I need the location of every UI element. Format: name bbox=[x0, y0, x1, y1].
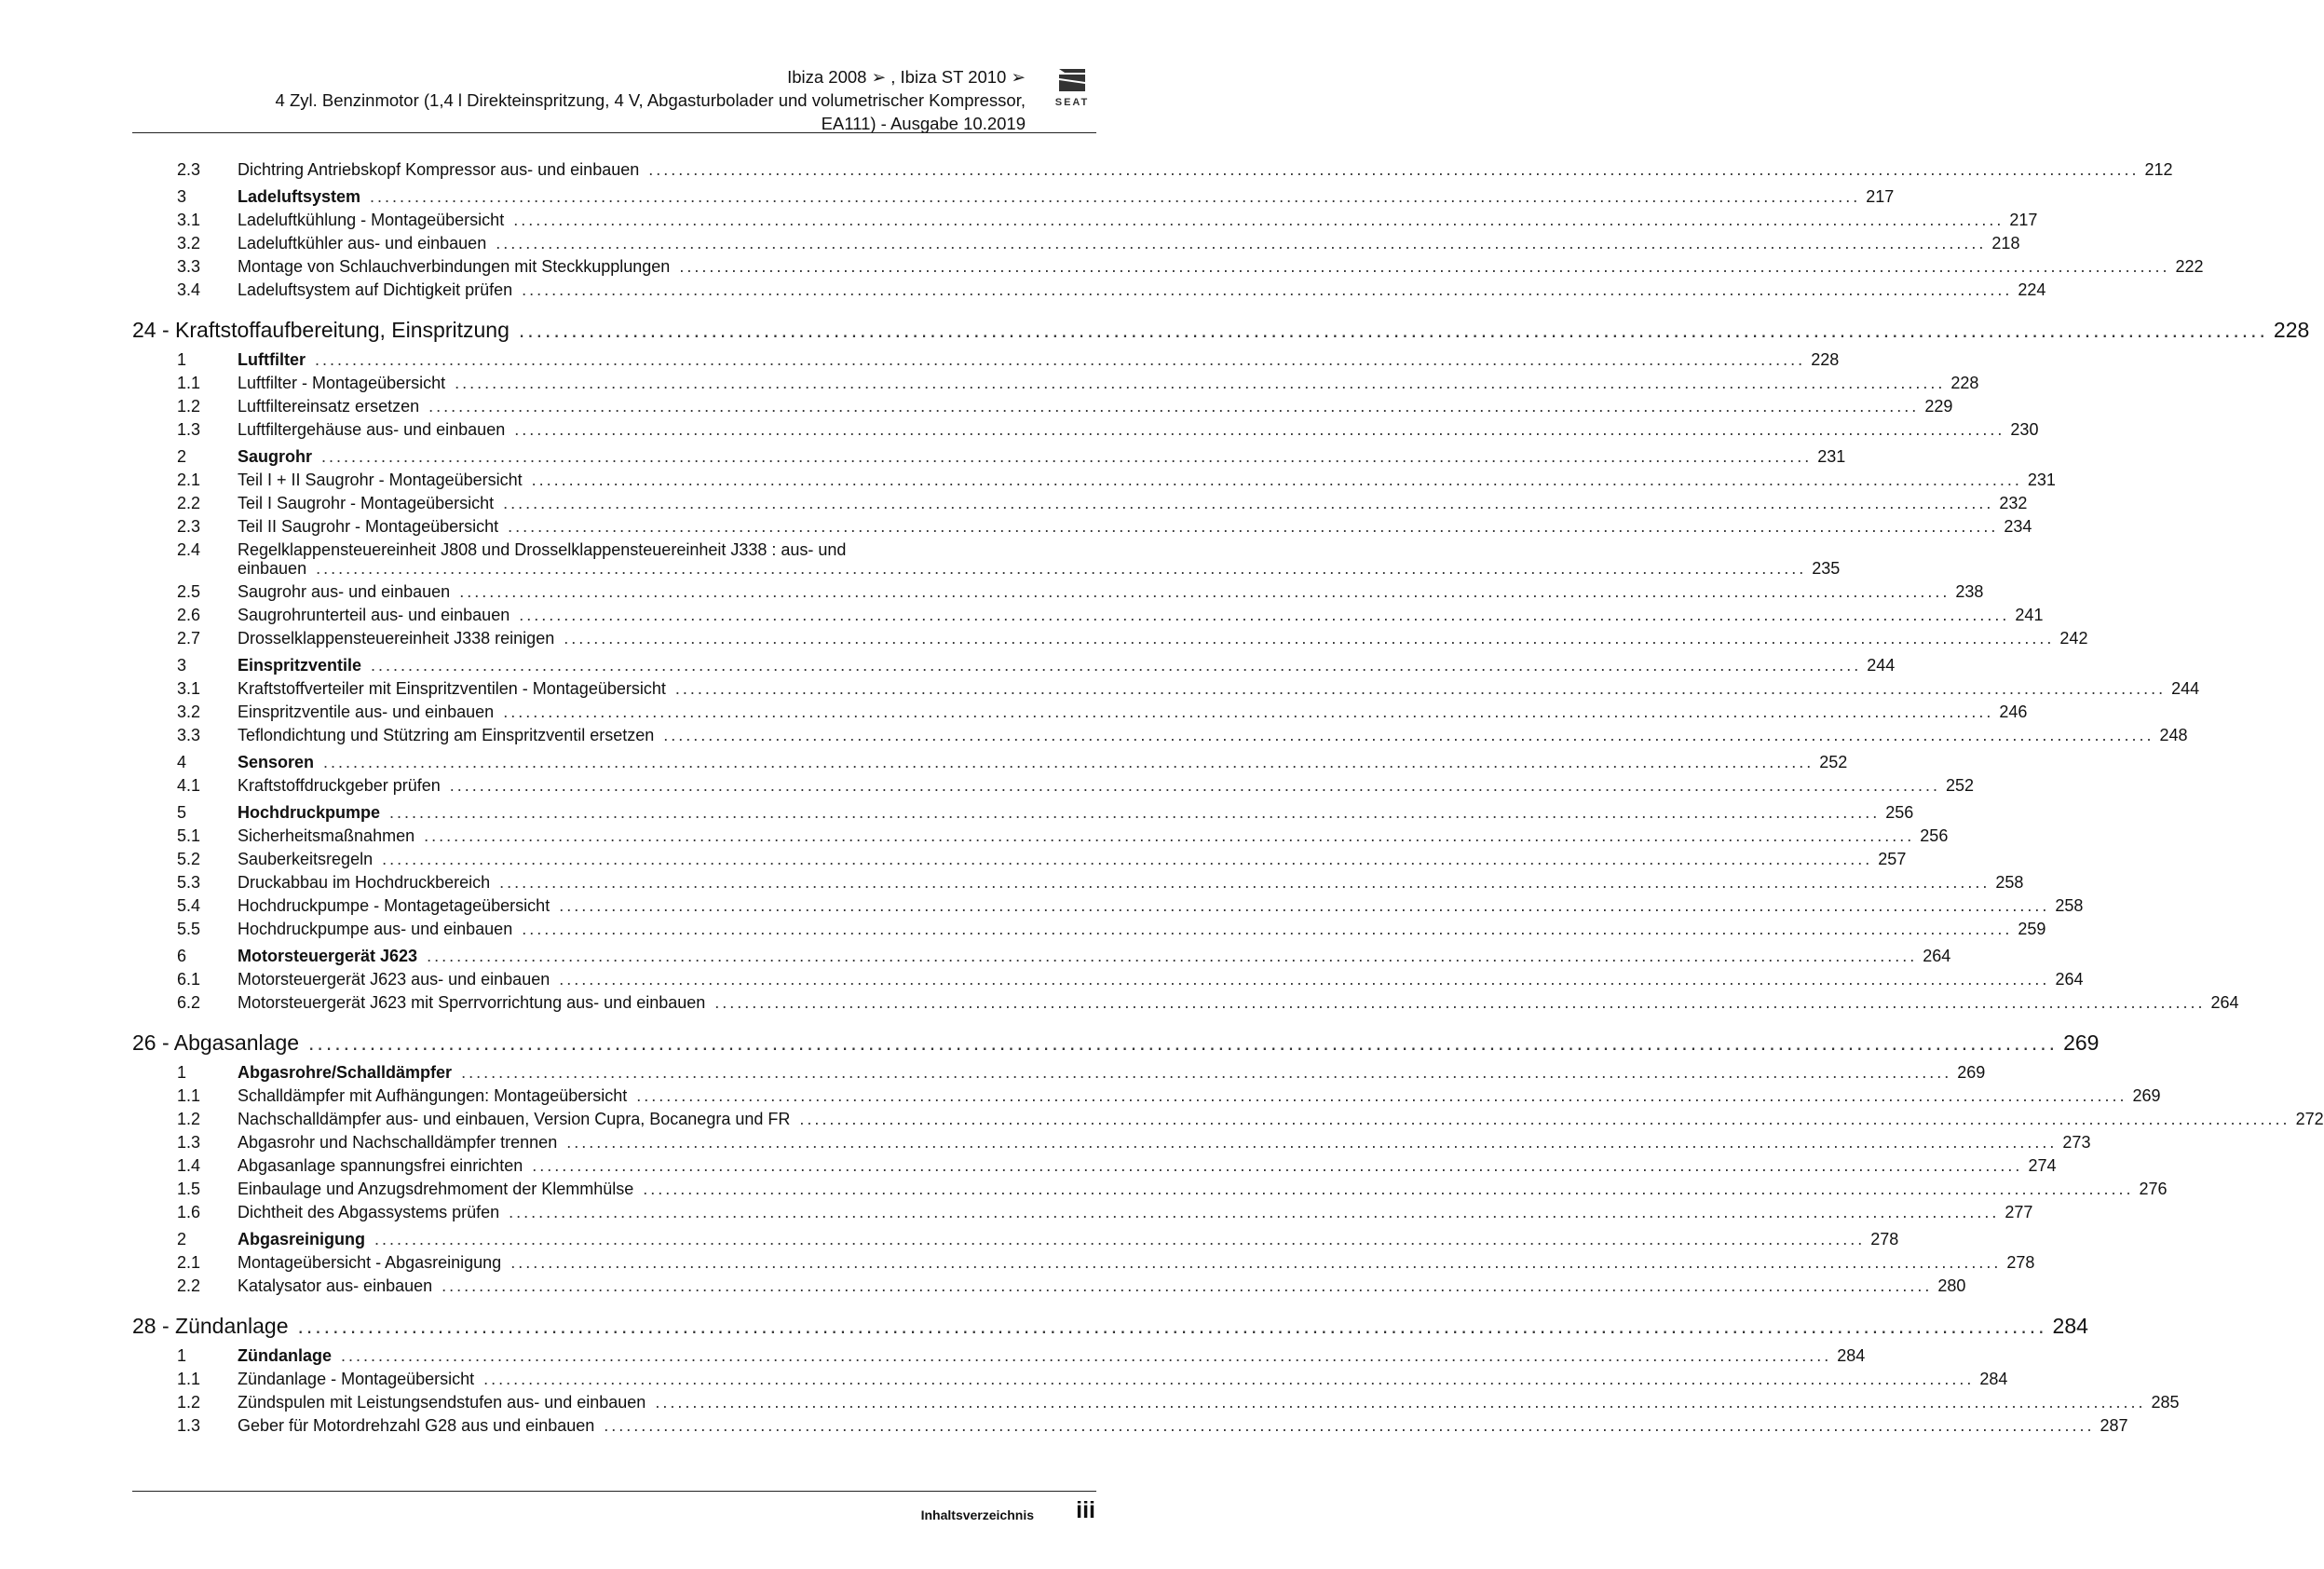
header-engine-line: 4 Zyl. Benzinmotor (1,4 l Direkteinspritzung, 4 V, Abgasturbolader und volumetrischer Kompressor, bbox=[275, 90, 1026, 110]
toc-page-number: 252 bbox=[1946, 776, 1975, 795]
toc-page-number: 273 bbox=[2062, 1133, 2091, 1152]
toc-page-number: 264 bbox=[1923, 947, 1951, 965]
toc-leader-dots: ........................................................................................................................................................................................................ bbox=[564, 629, 2055, 648]
toc-title: Hochdruckpumpe bbox=[238, 803, 381, 822]
toc-title: Hochdruckpumpe - Montagetageübersicht bbox=[238, 896, 550, 915]
toc-entry[interactable] bbox=[132, 604, 2044, 627]
toc-number: 3.4 bbox=[177, 280, 201, 299]
toc-title: Sensoren bbox=[238, 753, 315, 771]
toc-number: 2.7 bbox=[177, 629, 201, 648]
toc-leader-dots: ........................................................................................................................................................................................................ bbox=[455, 374, 1946, 392]
toc-page-number: 242 bbox=[2059, 629, 2088, 648]
toc-page-number: 222 bbox=[2175, 257, 2204, 276]
toc-title: 24 - Kraftstoffaufbereitung, Einspritzung bbox=[132, 318, 510, 342]
toc-page-number: 230 bbox=[2010, 420, 2039, 439]
toc-title: Teil II Saugrohr - Montageübersicht bbox=[238, 517, 499, 536]
toc-entry[interactable] bbox=[132, 1251, 2035, 1275]
toc-entry[interactable] bbox=[132, 372, 1979, 395]
toc-leader-dots: ........................................................................................................................................................................................................ bbox=[503, 494, 1994, 512]
toc-title: Sauberkeitsregeln bbox=[238, 850, 374, 868]
toc-number: 3.2 bbox=[177, 234, 201, 252]
toc-title: Nachschalldämpfer aus- und einbauen, Version Cupra, Bocanegra und FR bbox=[238, 1110, 791, 1128]
toc-leader-dots: ........................................................................................................................................................................................................ bbox=[424, 826, 1915, 845]
toc-section[interactable] bbox=[132, 1061, 1986, 1085]
toc-entry[interactable] bbox=[132, 848, 1907, 871]
header-edition-line: EA111) - Ausgabe 10.2019 bbox=[821, 114, 1026, 133]
toc-chapter[interactable] bbox=[132, 1311, 2088, 1341]
toc-page-number: 232 bbox=[1999, 494, 2028, 512]
toc-leader-dots: ........................................................................................................................................................................................................ bbox=[522, 920, 2013, 938]
toc-entry[interactable] bbox=[132, 279, 2046, 302]
toc-number: 1.2 bbox=[177, 397, 201, 416]
toc-title: Saugrohr bbox=[238, 447, 313, 466]
toc-number: 2.2 bbox=[177, 1276, 201, 1295]
toc-number: 1 bbox=[177, 1346, 187, 1365]
toc-page-number: 285 bbox=[2151, 1393, 2180, 1412]
toc-number: 3 bbox=[177, 187, 187, 206]
toc-title: Motorsteuergerät J623 aus- und einbauen bbox=[238, 970, 550, 989]
toc-entry[interactable] bbox=[132, 1154, 2057, 1178]
toc-leader-dots: ........................................................................................................................................................................................................ bbox=[321, 447, 1813, 466]
toc-number: 3.1 bbox=[177, 211, 201, 229]
toc-title: Ladeluftsystem auf Dichtigkeit prüfen bbox=[238, 280, 513, 299]
toc-title: Abgasreinigung bbox=[238, 1230, 366, 1248]
toc-title: Teflondichtung und Stützring am Einspritzventil ersetzen bbox=[238, 726, 655, 744]
toc-page-number: 231 bbox=[1817, 447, 1846, 466]
toc-leader-dots: ........................................................................................................................................................................................................ bbox=[714, 993, 2206, 1012]
toc-number: 2.5 bbox=[177, 582, 201, 601]
toc-leader-dots: ........................................................................................................................................................................................................ bbox=[509, 1203, 2000, 1221]
toc-leader-dots: ........................................................................................................................................................................................................ bbox=[655, 1393, 2146, 1412]
toc-title: Motorsteuergerät J623 bbox=[238, 947, 418, 965]
toc-title: Ladeluftkühler aus- und einbauen bbox=[238, 234, 487, 252]
toc-number: 5.1 bbox=[177, 826, 201, 845]
toc-page-number: 278 bbox=[1870, 1230, 1899, 1248]
toc-number: 1.6 bbox=[177, 1203, 201, 1221]
toc-number: 1.1 bbox=[177, 1086, 201, 1105]
toc-leader-dots: ........................................................................................................................................................................................................ bbox=[648, 160, 2140, 179]
footer-section-label: Inhaltsverzeichnis bbox=[920, 1508, 1034, 1522]
toc-number: 1.2 bbox=[177, 1393, 201, 1412]
toc-leader-dots: ........................................................................................................................................................................................................ bbox=[496, 234, 1987, 252]
toc-page-number: 256 bbox=[1920, 826, 1949, 845]
toc-entry[interactable] bbox=[132, 894, 2084, 918]
toc-leader-dots: ........................................................................................................................................................................................................ bbox=[663, 726, 2154, 744]
toc-page-number: 259 bbox=[2018, 920, 2046, 938]
toc-leader-dots: ........................................................................................................................................................................................................ bbox=[449, 776, 1940, 795]
toc-leader-dots: ........................................................................................................................................................................................................ bbox=[559, 970, 2050, 989]
toc-leader-dots: ........................................................................................................................................................................................................ bbox=[674, 679, 2167, 698]
toc-entry[interactable] bbox=[132, 1391, 2180, 1414]
toc-page-number: 256 bbox=[1885, 803, 1914, 822]
toc-page-number: 228 bbox=[1811, 350, 1840, 369]
toc-leader-dots: ........................................................................................................................................................................................................ bbox=[532, 1156, 2023, 1175]
toc-leader-dots: ........................................................................................................................................................................................................ bbox=[297, 1314, 2047, 1338]
toc-title: Saugrohr aus- und einbauen bbox=[238, 582, 451, 601]
toc-number: 3.2 bbox=[177, 703, 201, 721]
toc-title: Katalysator aus- einbauen bbox=[238, 1276, 433, 1295]
toc-chapter[interactable] bbox=[132, 315, 2310, 345]
toc-leader-dots: ........................................................................................................................................................................................................ bbox=[643, 1180, 2134, 1198]
toc-number: 2 bbox=[177, 447, 187, 466]
toc-entry[interactable] bbox=[132, 991, 2239, 1015]
toc-number: 1 bbox=[177, 350, 187, 369]
toc-leader-dots: ........................................................................................................................................................................................................ bbox=[799, 1110, 2290, 1128]
toc-number: 6 bbox=[177, 947, 187, 965]
toc-title: Montage von Schlauchverbindungen mit Steckkupplungen bbox=[238, 257, 671, 276]
toc-entry[interactable] bbox=[132, 1085, 2161, 1108]
toc-number: 3.3 bbox=[177, 257, 201, 276]
toc-entry[interactable] bbox=[132, 209, 2038, 232]
toc-page-number: 278 bbox=[2006, 1253, 2035, 1272]
toc-leader-dots: ........................................................................................................................................................................................................ bbox=[370, 187, 1861, 206]
toc-page-number: 269 bbox=[2063, 1030, 2100, 1055]
toc-page-number: 280 bbox=[1937, 1276, 1966, 1295]
toc-title: Dichtheit des Abgassystems prüfen bbox=[238, 1203, 500, 1221]
toc-leader-dots: ........................................................................................................................................................................................................ bbox=[508, 517, 1999, 536]
page-header bbox=[132, 65, 1096, 132]
toc-leader-dots: ........................................................................................................................................................................................................ bbox=[461, 1063, 1952, 1082]
toc-entry[interactable] bbox=[132, 701, 2028, 724]
toc-leader-dots: ........................................................................................................................................................................................................ bbox=[499, 873, 1991, 892]
toc-entry[interactable] bbox=[132, 395, 1953, 418]
toc-entry[interactable] bbox=[132, 1108, 2324, 1131]
toc-title: Saugrohrunterteil aus- und einbauen bbox=[238, 606, 510, 624]
toc-leader-dots: ........................................................................................................................................................................................................ bbox=[427, 947, 1918, 965]
toc-entry[interactable] bbox=[132, 158, 2173, 182]
toc-page-number: 276 bbox=[2139, 1180, 2168, 1198]
toc-title: Ladeluftkühlung - Montageübersicht bbox=[238, 211, 505, 229]
toc-leader-dots: ........................................................................................................................................................................................................ bbox=[371, 656, 1862, 675]
toc-page-number: 269 bbox=[2132, 1086, 2161, 1105]
toc-page-number: 277 bbox=[2005, 1203, 2033, 1221]
toc-title: Montageübersicht - Abgasreinigung bbox=[238, 1253, 502, 1272]
toc-page-number: 284 bbox=[1837, 1346, 1866, 1365]
toc-title: Teil I Saugrohr - Montageübersicht bbox=[238, 494, 495, 512]
toc-title: Drosselklappensteuereinheit J338 reinigen bbox=[238, 629, 555, 648]
toc-leader-dots: ........................................................................................................................................................................................................ bbox=[382, 850, 1873, 868]
toc-title: Kraftstoffverteiler mit Einspritzventilen - Montageübersicht bbox=[238, 679, 666, 698]
toc-entry[interactable] bbox=[132, 1414, 2128, 1438]
footer-page-number: iii bbox=[1076, 1497, 1095, 1523]
toc-number: 5 bbox=[177, 803, 187, 822]
toc-page-number: 217 bbox=[1866, 187, 1895, 206]
toc-entry[interactable] bbox=[132, 774, 1975, 798]
toc-page-number: 252 bbox=[1819, 753, 1848, 771]
toc-title: Einbaulage und Anzugsdrehmoment der Klemmhülse bbox=[238, 1180, 634, 1198]
toc-leader-dots: ........................................................................................................................................................................................................ bbox=[604, 1416, 2095, 1435]
toc-title: Druckabbau im Hochdruckbereich bbox=[238, 873, 491, 892]
toc-number: 2.3 bbox=[177, 160, 201, 179]
toc-entry[interactable] bbox=[132, 968, 2084, 991]
toc-leader-dots: ........................................................................................................................................................................................................ bbox=[522, 280, 2013, 299]
toc-leader-dots: ........................................................................................................................................................................................................ bbox=[559, 896, 2050, 915]
toc-leader-dots: ........................................................................................................................................................................................................ bbox=[459, 582, 1950, 601]
toc-leader-dots: ........................................................................................................................................................................................................ bbox=[428, 397, 1920, 416]
toc-section[interactable] bbox=[132, 1344, 1866, 1368]
toc-page-number: 248 bbox=[2159, 726, 2188, 744]
toc-entry[interactable] bbox=[132, 580, 1984, 604]
header-text bbox=[276, 65, 1026, 135]
toc-entry[interactable] bbox=[132, 825, 1949, 848]
toc-leader-dots: ........................................................................................................................................................................................................ bbox=[389, 803, 1881, 822]
toc-number: 1 bbox=[177, 1063, 187, 1082]
toc-number: 4.1 bbox=[177, 776, 201, 795]
toc-page-number: 269 bbox=[1957, 1063, 1986, 1082]
toc-title: Einspritzventile aus- und einbauen bbox=[238, 703, 495, 721]
toc-page-number: 246 bbox=[1999, 703, 2028, 721]
toc-entry[interactable] bbox=[132, 918, 2046, 941]
toc-number: 1.3 bbox=[177, 1416, 201, 1435]
toc-page-number: 284 bbox=[1979, 1370, 2008, 1388]
toc-number: 2.1 bbox=[177, 471, 201, 489]
toc-entry[interactable] bbox=[132, 492, 2028, 515]
toc-entry[interactable] bbox=[132, 1201, 2033, 1224]
toc-title: Zündanlage - Montageübersicht bbox=[238, 1370, 475, 1388]
toc-title: Abgasanlage spannungsfrei einrichten bbox=[238, 1156, 523, 1175]
toc-title: Schalldämpfer mit Aufhängungen: Montageübersicht bbox=[238, 1086, 628, 1105]
table-of-contents bbox=[132, 158, 2324, 1438]
header-divider bbox=[132, 132, 1096, 133]
toc-leader-dots: ........................................................................................................................................................................................................ bbox=[483, 1370, 1975, 1388]
toc-number: 1.2 bbox=[177, 1110, 201, 1128]
toc-title: Kraftstoffdruckgeber prüfen bbox=[238, 776, 441, 795]
toc-number: 2.6 bbox=[177, 606, 201, 624]
toc-leader-dots: ........................................................................................................................................................................................................ bbox=[503, 703, 1994, 721]
toc-leader-dots: ........................................................................................................................................................................................................ bbox=[308, 1030, 2059, 1055]
toc-title: Sicherheitsmaßnahmen bbox=[238, 826, 415, 845]
toc-page-number: 217 bbox=[2009, 211, 2038, 229]
toc-section[interactable] bbox=[132, 751, 1848, 774]
toc-entry[interactable] bbox=[132, 1131, 2091, 1154]
toc-page-number: 287 bbox=[2100, 1416, 2128, 1435]
toc-entry[interactable] bbox=[132, 1368, 2008, 1391]
toc-number: 1.1 bbox=[177, 1370, 201, 1388]
toc-number: 2.4 bbox=[177, 540, 201, 559]
toc-leader-dots: ........................................................................................................................................................................................................ bbox=[510, 1253, 2002, 1272]
toc-title: Luftfilter bbox=[238, 350, 306, 369]
toc-number: 6.2 bbox=[177, 993, 201, 1012]
toc-title: Zündanlage bbox=[238, 1346, 333, 1365]
toc-page-number: 238 bbox=[1955, 582, 1984, 601]
toc-page-number: 284 bbox=[2052, 1314, 2088, 1338]
toc-entry[interactable] bbox=[132, 515, 2032, 539]
toc-title: Ladeluftsystem bbox=[238, 187, 361, 206]
toc-number: 5.2 bbox=[177, 850, 201, 868]
toc-page-number: 229 bbox=[1924, 397, 1953, 416]
toc-leader-dots: ........................................................................................................................................................................................................ bbox=[636, 1086, 2127, 1105]
toc-number: 1.5 bbox=[177, 1180, 201, 1198]
toc-number: 1.3 bbox=[177, 1133, 201, 1152]
toc-number: 1.4 bbox=[177, 1156, 201, 1175]
toc-title-continued: einbauen bbox=[238, 559, 307, 578]
toc-title: Luftfilter - Montageübersicht bbox=[238, 374, 446, 392]
toc-number: 3.1 bbox=[177, 679, 201, 698]
toc-number: 3.3 bbox=[177, 726, 201, 744]
toc-section[interactable] bbox=[132, 185, 1895, 209]
toc-title: 28 - Zündanlage bbox=[132, 1314, 289, 1338]
toc-number: 1.1 bbox=[177, 374, 201, 392]
toc-title: Luftfiltergehäuse aus- und einbauen bbox=[238, 420, 506, 439]
toc-leader-dots: ........................................................................................................................................................................................................ bbox=[679, 257, 2170, 276]
toc-section[interactable] bbox=[132, 945, 1951, 968]
toc-leader-dots: ........................................................................................................................................................................................................ bbox=[514, 420, 2005, 439]
toc-title: Einspritzventile bbox=[238, 656, 362, 675]
toc-entry[interactable] bbox=[132, 627, 2088, 650]
toc-page-number: 272 bbox=[2295, 1110, 2324, 1128]
toc-leader-dots: ........................................................................................................................................................................................................ bbox=[442, 1276, 1933, 1295]
toc-chapter[interactable] bbox=[132, 1028, 2100, 1057]
toc-section[interactable] bbox=[132, 348, 1840, 372]
toc-section[interactable] bbox=[132, 1228, 1899, 1251]
toc-number: 5.3 bbox=[177, 873, 201, 892]
toc-title: Abgasrohre/Schalldämpfer bbox=[238, 1063, 453, 1082]
toc-title: Teil I + II Saugrohr - Montageübersicht bbox=[238, 471, 523, 489]
toc-leader-dots: ........................................................................................................................................................................................................ bbox=[566, 1133, 2058, 1152]
toc-number: 5.5 bbox=[177, 920, 201, 938]
toc-leader-dots: ........................................................................................................................................................................................................ bbox=[518, 318, 2268, 342]
toc-entry[interactable] bbox=[132, 677, 2200, 701]
toc-title: Zündspulen mit Leistungsendstufen aus- und einbauen bbox=[238, 1393, 646, 1412]
toc-entry[interactable] bbox=[132, 1275, 1966, 1298]
toc-leader-dots: ........................................................................................................................................................................................................ bbox=[316, 559, 1807, 578]
toc-page-number: 244 bbox=[1867, 656, 1896, 675]
toc-page-number: 228 bbox=[2273, 318, 2310, 342]
toc-entry[interactable] bbox=[132, 232, 2020, 255]
toc-page-number: 235 bbox=[1812, 559, 1841, 578]
toc-title: Luftfiltereinsatz ersetzen bbox=[238, 397, 420, 416]
toc-number: 1.3 bbox=[177, 420, 201, 439]
seat-logo bbox=[1048, 67, 1096, 110]
toc-entry[interactable] bbox=[132, 469, 2056, 492]
toc-page-number: 218 bbox=[1991, 234, 2020, 252]
toc-page-number: 264 bbox=[2210, 993, 2239, 1012]
toc-leader-dots: ........................................................................................................................................................................................................ bbox=[374, 1230, 1866, 1248]
toc-number: 2.3 bbox=[177, 517, 201, 536]
toc-section[interactable] bbox=[132, 801, 1914, 825]
toc-title: Regelklappensteuereinheit J808 und Drosselklappensteuereinheit J338 : aus- und bbox=[238, 540, 847, 559]
header-model-line: Ibiza 2008 ➢ , Ibiza ST 2010 ➢ bbox=[787, 67, 1026, 87]
toc-leader-dots: ........................................................................................................................................................................................................ bbox=[314, 350, 1806, 369]
toc-page-number: 231 bbox=[2027, 471, 2056, 489]
toc-page-number: 258 bbox=[2055, 896, 2084, 915]
toc-page-number: 258 bbox=[1995, 873, 2024, 892]
toc-page-number: 241 bbox=[2015, 606, 2044, 624]
toc-title: Dichtring Antriebskopf Kompressor aus- und einbauen bbox=[238, 160, 640, 179]
toc-entry[interactable] bbox=[132, 871, 2024, 894]
toc-leader-dots: ........................................................................................................................................................................................................ bbox=[531, 471, 2022, 489]
toc-page-number: 274 bbox=[2028, 1156, 2057, 1175]
toc-entry[interactable] bbox=[132, 1178, 2168, 1201]
toc-number: 5.4 bbox=[177, 896, 201, 915]
toc-page-number: 228 bbox=[1950, 374, 1979, 392]
seat-logo-text: SEAT bbox=[1054, 97, 1090, 108]
toc-page-number: 264 bbox=[2055, 970, 2084, 989]
toc-page-number: 224 bbox=[2018, 280, 2046, 299]
toc-title: 26 - Abgasanlage bbox=[132, 1030, 300, 1055]
toc-page-number: 234 bbox=[2004, 517, 2032, 536]
toc-title: Abgasrohr und Nachschalldämpfer trennen bbox=[238, 1133, 558, 1152]
toc-leader-dots: ........................................................................................................................................................................................................ bbox=[341, 1346, 1832, 1365]
toc-leader-dots: ........................................................................................................................................................................................................ bbox=[513, 211, 2005, 229]
toc-title: Hochdruckpumpe aus- und einbauen bbox=[238, 920, 513, 938]
footer-divider bbox=[132, 1491, 1096, 1492]
toc-entry[interactable] bbox=[132, 724, 2188, 747]
toc-section[interactable] bbox=[132, 445, 1846, 469]
toc-leader-dots: ........................................................................................................................................................................................................ bbox=[323, 753, 1814, 771]
toc-section[interactable] bbox=[132, 654, 1896, 677]
toc-number: 2.2 bbox=[177, 494, 201, 512]
toc-number: 4 bbox=[177, 753, 187, 771]
toc-number: 2 bbox=[177, 1230, 187, 1248]
toc-entry[interactable] bbox=[132, 539, 1841, 580]
toc-title: Motorsteuergerät J623 mit Sperrvorrichtung aus- und einbauen bbox=[238, 993, 706, 1012]
toc-page-number: 257 bbox=[1878, 850, 1907, 868]
toc-leader-dots: ........................................................................................................................................................................................................ bbox=[519, 606, 2010, 624]
toc-page-number: 212 bbox=[2144, 160, 2173, 179]
toc-number: 6.1 bbox=[177, 970, 201, 989]
toc-entry[interactable] bbox=[132, 418, 2039, 442]
toc-page-number: 244 bbox=[2171, 679, 2200, 698]
toc-number: 2.1 bbox=[177, 1253, 201, 1272]
toc-title: Geber für Motordrehzahl G28 aus und einbauen bbox=[238, 1416, 595, 1435]
toc-entry[interactable] bbox=[132, 255, 2204, 279]
toc-number: 3 bbox=[177, 656, 187, 675]
